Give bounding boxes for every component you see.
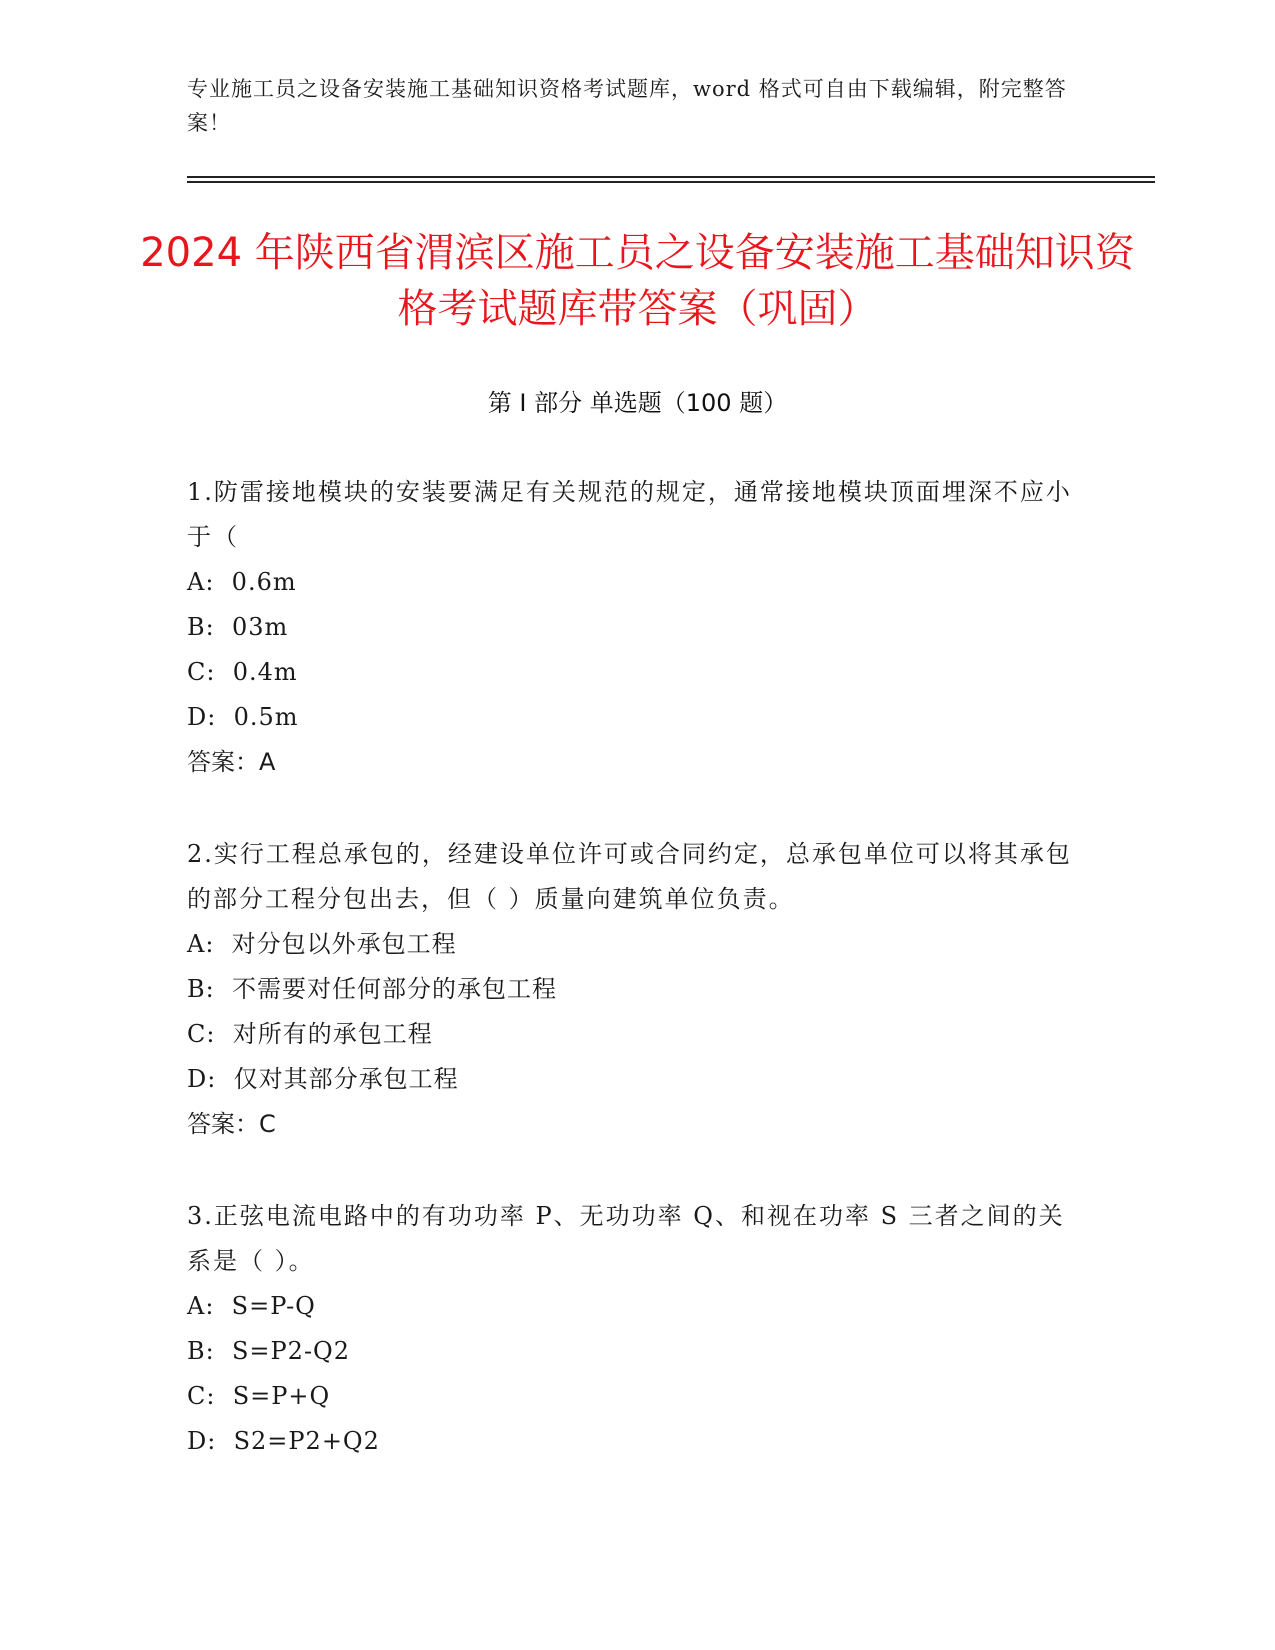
header-rule-top — [187, 176, 1155, 178]
option-b: B: 03m — [187, 613, 289, 641]
question-text: 1.防雷接地模块的安装要满足有关规范的规定，通常接地模块顶面埋深不应小于（ — [187, 478, 1072, 551]
option-c: C: 0.4m — [187, 658, 298, 686]
question-text: 2.实行工程总承包的，经建设单位许可或合同约定，总承包单位可以将其承包的部分工程分包出去，但（ ）质量向建筑单位负责。 — [187, 840, 1072, 913]
option-c: C: S=P+Q — [187, 1382, 331, 1410]
answer: 答案：C — [187, 1110, 276, 1138]
question-3 — [187, 1194, 1087, 1464]
option-d: D: 0.5m — [187, 703, 299, 731]
option-a: A: 0.6m — [187, 568, 297, 596]
header-rule-bottom — [187, 181, 1155, 183]
option-d: D: S2=P2+Q2 — [187, 1427, 380, 1455]
question-2 — [187, 832, 1087, 1147]
option-a: A: S=P-Q — [187, 1292, 316, 1320]
section-heading: 第 I 部分 单选题（100 题） — [487, 389, 788, 417]
option-a: A: 对分包以外承包工程 — [187, 930, 457, 958]
document-title: 2024 年陕西省渭滨区施工员之设备安装施工基础知识资格考试题库带答案（巩固） — [140, 230, 1135, 332]
option-d: D: 仅对其部分承包工程 — [187, 1065, 459, 1093]
answer: 答案：A — [187, 748, 276, 776]
question-text: 3.正弦电流电路中的有功功率 P、无功功率 Q、和视在功率 S 三者之间的关系是（ ）。 — [187, 1202, 1065, 1275]
option-b: B: 不需要对任何部分的承包工程 — [187, 975, 557, 1003]
question-1 — [187, 470, 1087, 785]
option-b: B: S=P2-Q2 — [187, 1337, 351, 1365]
option-c: C: 对所有的承包工程 — [187, 1020, 433, 1048]
header-note: 专业施工员之设备安装施工基础知识资格考试题库，word 格式可自由下载编辑，附完整答案！ — [187, 77, 1067, 135]
